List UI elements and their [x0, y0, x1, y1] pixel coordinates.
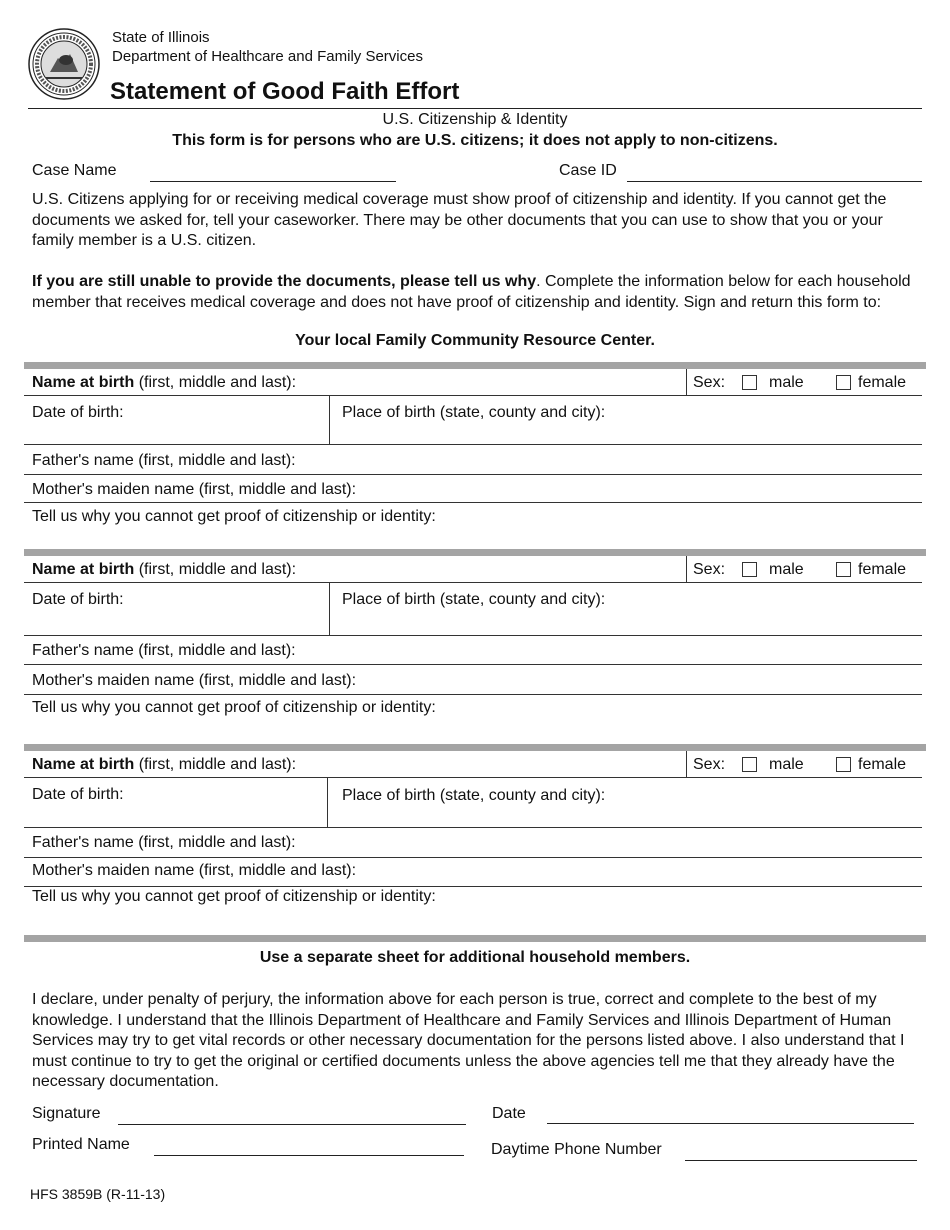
- form-number: HFS 3859B (R-11-13): [30, 1186, 166, 1202]
- father-name-label: Father's name (first, middle and last):: [32, 834, 296, 851]
- sex-label: Sex:: [693, 374, 726, 391]
- place-of-birth-label: Place of birth (state, county and city):: [342, 404, 606, 421]
- date-of-birth-label: Date of birth:: [32, 786, 124, 803]
- male-label: male: [769, 561, 804, 578]
- printed-name-field[interactable]: [154, 1155, 464, 1156]
- male-checkbox[interactable]: [742, 562, 757, 577]
- section-band: [24, 362, 926, 369]
- male-checkbox[interactable]: [742, 757, 757, 772]
- male-checkbox[interactable]: [742, 375, 757, 390]
- form-subtitle: U.S. Citizenship & Identity: [382, 111, 568, 128]
- daytime-phone-label: Daytime Phone Number: [491, 1141, 662, 1158]
- date-field[interactable]: [547, 1123, 914, 1124]
- signature-field[interactable]: [118, 1124, 466, 1125]
- mother-maiden-name-label: Mother's maiden name (first, middle and last):: [32, 672, 357, 689]
- father-name-label: Father's name (first, middle and last):: [32, 452, 296, 469]
- reason-label: Tell us why you cannot get proof of citizenship or identity:: [32, 888, 436, 905]
- return-address: Your local Family Community Resource Center.: [295, 332, 655, 349]
- instructions-bold: If you are still unable to provide the documents, please tell us why: [32, 273, 537, 290]
- instructions-rest: . Complete the information below for each household member that receives medical coverage and does not have proof of citizenship and identity. Sign and return this form to:: [32, 273, 911, 311]
- father-name-label: Father's name (first, middle and last):: [32, 642, 296, 659]
- name-at-birth-label: Name at birth (first, middle and last):: [32, 756, 297, 773]
- section-band: [24, 549, 926, 556]
- case-name-field[interactable]: [150, 181, 396, 182]
- name-at-birth-label: Name at birth (first, middle and last):: [32, 561, 297, 578]
- case-id-label: Case ID: [559, 162, 617, 179]
- date-of-birth-label: Date of birth:: [32, 404, 124, 421]
- eligibility-notice: This form is for persons who are U.S. citizens; it does not apply to non-citizens.: [172, 132, 778, 149]
- male-label: male: [769, 756, 804, 773]
- female-label: female: [858, 756, 907, 773]
- female-label: female: [858, 561, 907, 578]
- intro-paragraph: U.S. Citizens applying for or receiving medical coverage must show proof of citizenship and identity. If you cannot get the documents we asked for, tell your caseworker. There may be other documents that you can use to show that you or your family member is a U.S. citizen.: [32, 191, 887, 249]
- page-title: Statement of Good Faith Effort: [110, 78, 460, 105]
- place-of-birth-label: Place of birth (state, county and city):: [342, 591, 606, 608]
- closing-band: [24, 935, 926, 942]
- case-name-label: Case Name: [32, 162, 117, 179]
- reason-label: Tell us why you cannot get proof of citizenship or identity:: [32, 699, 436, 716]
- female-checkbox[interactable]: [836, 757, 851, 772]
- instructions-paragraph: [32, 272, 922, 313]
- section-band: [24, 744, 926, 751]
- date-of-birth-label: Date of birth:: [32, 591, 124, 608]
- signature-label: Signature: [32, 1105, 101, 1122]
- female-label: female: [858, 374, 907, 391]
- male-label: male: [769, 374, 804, 391]
- sex-label: Sex:: [693, 561, 726, 578]
- header-divider: [28, 108, 922, 109]
- state-seal-icon: [28, 28, 100, 100]
- female-checkbox[interactable]: [836, 375, 851, 390]
- date-label: Date: [492, 1105, 526, 1122]
- place-of-birth-label: Place of birth (state, county and city):: [342, 787, 606, 804]
- sex-label: Sex:: [693, 756, 726, 773]
- mother-maiden-name-label: Mother's maiden name (first, middle and last):: [32, 862, 357, 879]
- printed-name-label: Printed Name: [32, 1136, 130, 1153]
- reason-label: Tell us why you cannot get proof of citizenship or identity:: [32, 508, 436, 525]
- female-checkbox[interactable]: [836, 562, 851, 577]
- name-at-birth-label: Name at birth (first, middle and last):: [32, 374, 297, 391]
- agency-department: Department of Healthcare and Family Services: [112, 48, 423, 65]
- mother-maiden-name-label: Mother's maiden name (first, middle and last):: [32, 481, 357, 498]
- agency-state: State of Illinois: [112, 29, 210, 46]
- case-id-field[interactable]: [627, 181, 922, 182]
- declaration-paragraph: I declare, under penalty of perjury, the information above for each person is true, correct and complete to the best of my knowledge. I understand that the Illinois Department of Healthcare and Family Services and Illinois Department of Human Services may try to get vital records or other necessary documentation for the persons listed above. I also understand that I must continue to try to get the original or certified documents unless the above agencies tell me that they already have the necessary documentation.: [32, 991, 905, 1090]
- daytime-phone-field[interactable]: [685, 1160, 917, 1161]
- separate-sheet-note: Use a separate sheet for additional household members.: [259, 949, 691, 966]
